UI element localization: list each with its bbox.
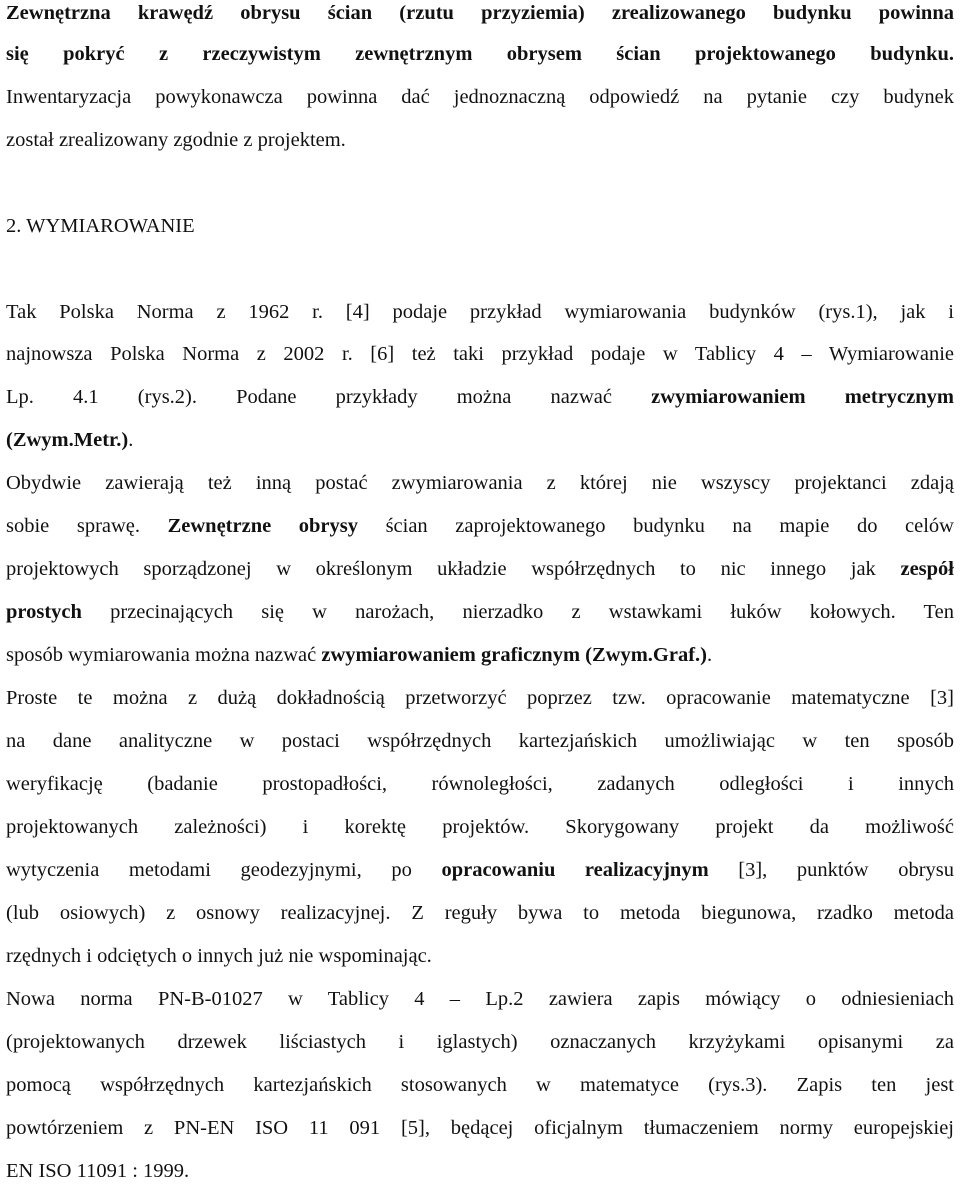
paragraph-5-line-5: EN ISO 11091 : 1999. <box>6 1160 190 1182</box>
paragraph-1-line-3: Inwentaryzacja powykonawcza powinna dać jednoznaczną odpowiedź na pytanie czy budynek <box>6 86 954 108</box>
paragraph-2-line-1: Tak Polska Norma z 1962 r. [4] podaje przykład wymiarowania budynków (rys.1), jak i <box>6 301 954 323</box>
paragraph-3-line-5: sposób wymiarowania można nazwać zwymiarowaniem graficznym (Zwym.Graf.). <box>6 644 713 666</box>
paragraph-2-line-4: (Zwym.Metr.). <box>6 429 134 451</box>
paragraph-4-line-4: projektowanych zależności) i korektę projektów. Skorygowany projekt da możliwość <box>6 816 954 838</box>
paragraph-2-line-3: Lp. 4.1 (rys.2). Podane przykłady można nazwać zwymiarowaniem metrycznym <box>6 386 954 408</box>
section-heading: 2. WYMIAROWANIE <box>6 215 195 237</box>
paragraph-4-line-3: weryfikację (badanie prostopadłości, równoległości, zadanych odległości i innych <box>6 773 954 795</box>
paragraph-1-line-2: się pokryć z rzeczywistym zewnętrznym obrysem ścian projektowanego budynku. <box>6 43 954 65</box>
paragraph-1-line-1: Zewnętrzna krawędź obrysu ścian (rzutu przyziemia) zrealizowanego budynku powinna <box>6 2 954 24</box>
paragraph-1-line-4: został zrealizowany zgodnie z projektem. <box>6 129 346 151</box>
paragraph-3-line-3: projektowych sporządzonej w określonym układzie współrzędnych to nic innego jak zespół <box>6 558 954 580</box>
paragraph-3-line-1: Obydwie zawierają też inną postać zwymiarowania z której nie wszyscy projektanci zdają <box>6 472 954 494</box>
paragraph-5-line-1: Nowa norma PN-B-01027 w Tablicy 4 – Lp.2 zawiera zapis mówiący o odniesieniach <box>6 988 954 1010</box>
paragraph-5-line-4: powtórzeniem z PN-EN ISO 11 091 [5], będącej oficjalnym tłumaczeniem normy europejskiej <box>6 1117 954 1139</box>
paragraph-5-line-2: (projektowanych drzewek liściastych i iglastych) oznaczanych krzyżykami opisanymi za <box>6 1031 954 1053</box>
paragraph-4-line-2: na dane analityczne w postaci współrzędnych kartezjańskich umożliwiając w ten sposób <box>6 730 954 752</box>
paragraph-4-line-6: (lub osiowych) z osnowy realizacyjnej. Z reguły bywa to metoda biegunowa, rzadko metoda <box>6 902 954 924</box>
paragraph-4-line-1: Proste te można z dużą dokładnością przetworzyć poprzez tzw. opracowanie matematyczne [3] <box>6 687 954 709</box>
paragraph-3-line-4: prostych przecinających się w narożach, nierzadko z wstawkami łuków kołowych. Ten <box>6 601 954 623</box>
paragraph-2-line-2: najnowsza Polska Norma z 2002 r. [6] też taki przykład podaje w Tablicy 4 – Wymiarowanie <box>6 343 954 365</box>
paragraph-5-line-3: pomocą współrzędnych kartezjańskich stosowanych w matematyce (rys.3). Zapis ten jest <box>6 1074 954 1096</box>
paragraph-4-line-5: wytyczenia metodami geodezyjnymi, po opracowaniu realizacyjnym [3], punktów obrysu <box>6 859 954 881</box>
paragraph-4-line-7: rzędnych i odciętych o innych już nie wspominając. <box>6 945 432 967</box>
paragraph-3-line-2: sobie sprawę. Zewnętrzne obrysy ścian zaprojektowanego budynku na mapie do celów <box>6 515 954 537</box>
